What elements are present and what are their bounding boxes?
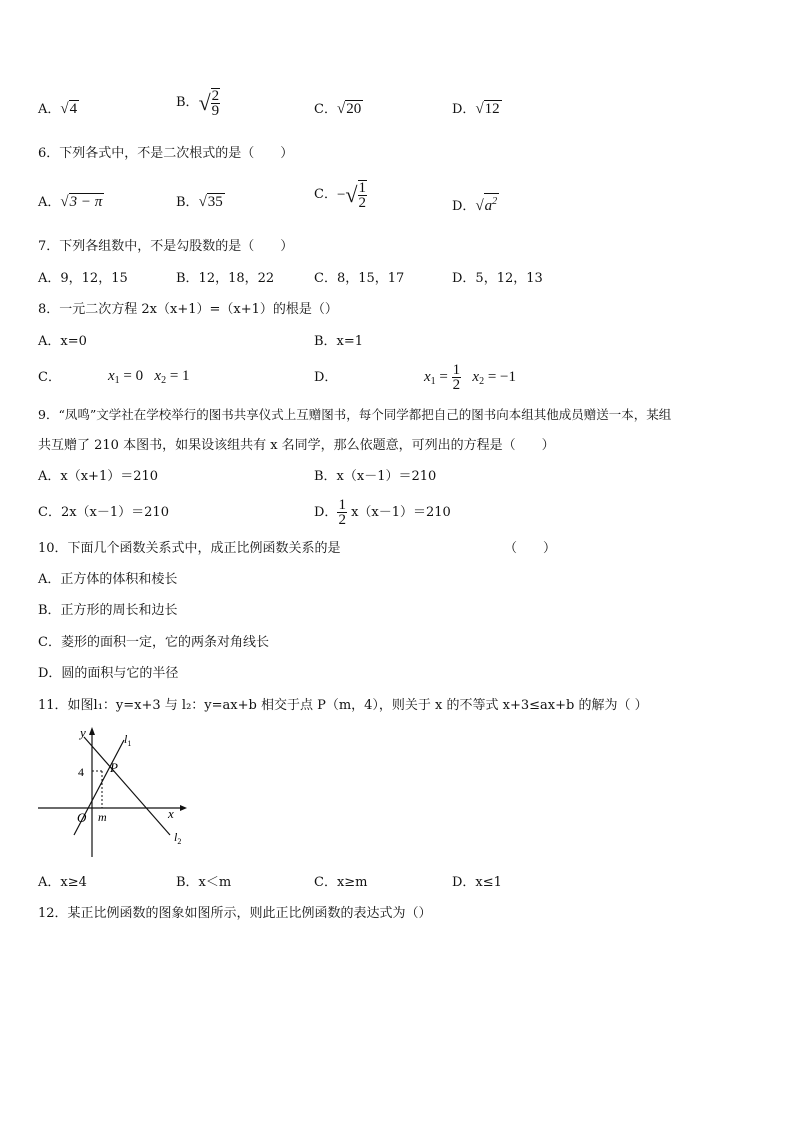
q11-option-b: B．x＜m <box>176 875 232 890</box>
q7-option-b: B．12，18，22 <box>176 271 275 286</box>
q6-stem: 6．下列各式中，不是二次根式的是（ ） <box>38 146 294 161</box>
q7-stem: 7．下列各组数中，不是勾股数的是（ ） <box>38 239 294 254</box>
q5-option-c: C．√20 <box>314 101 362 117</box>
sqrt-expression: √12 <box>475 101 500 117</box>
q7-option-c: C．8，15，17 <box>314 271 405 286</box>
sqrt-expression: √20 <box>336 101 362 117</box>
q8-option-d-expression: $x_1$ = $\frac{1}{2}$ $x_2 = -1$ <box>424 362 516 394</box>
sqrt-expression: √35 <box>198 194 223 210</box>
q8-stem: 8．一元二次方程 2x（x+1）=（x+1）的根是（） <box>38 302 338 317</box>
q8-option-c-label: C． <box>38 370 61 385</box>
q9-option-d: D． $\frac{1}{2}$ x（x－1）＝210 <box>314 497 451 528</box>
q7-option-d: D．5，12，13 <box>452 271 543 286</box>
q6-option-d: D．$√a^2$ <box>452 193 499 215</box>
q9-option-c: C．2x（x－1）＝210 <box>38 505 169 520</box>
fraction: $\frac{1}{2}$ <box>358 180 366 211</box>
q8-option-b: B．x=1 <box>314 334 364 349</box>
q10-option-d: D．圆的面积与它的半径 <box>38 666 179 681</box>
q10-option-b: B．正方形的周长和边长 <box>38 603 178 618</box>
fraction: $\frac{1}{2}$ <box>452 362 461 394</box>
q9-stem-line2: 共互赠了 210 本图书，如果设该组共有 x 名同学，那么依题意，可列出的方程是（ ） <box>38 438 555 453</box>
q10-answer-paren: （ ） <box>504 541 557 556</box>
q10-option-c: C．菱形的面积一定，它的两条对角线长 <box>38 635 269 650</box>
x-label: x <box>168 806 174 821</box>
y-axis-arrow <box>89 727 95 735</box>
q10-stem: 10．下面几个函数关系式中，成正比例函数关系的是 <box>38 541 341 556</box>
four-label: 4 <box>78 765 84 779</box>
line-l2 <box>84 737 170 835</box>
minus-sign: − <box>336 187 346 203</box>
q6-option-c: C．−√ $\frac{1}{2}$ <box>314 180 366 211</box>
q11-stem: 11．如图l₁：y=x+3 与 l₂：y=ax+b 相交于点 P（m，4），则关于 x 的不等式 x+3≤ax+b 的解为（ ） <box>38 698 648 713</box>
sqrt-symbol: √ <box>345 182 358 207</box>
q6-option-b: B．√35 <box>176 194 223 210</box>
fraction: $\frac{1}{2}$ <box>338 497 346 528</box>
sqrt-expression: √3 − π <box>60 194 103 210</box>
q11-option-d: D．x≤1 <box>452 875 502 890</box>
q5-option-b: B．√ $\frac{2}{9}$ <box>176 88 220 119</box>
q11-figure <box>30 725 200 865</box>
q10-option-a: A．正方体的体积和棱长 <box>38 572 178 587</box>
sqrt-expression: $√a^2$ <box>475 193 499 214</box>
origin-label: O <box>77 810 87 825</box>
y-label: y <box>80 725 86 740</box>
q6-option-a: A．√3 − π <box>38 194 103 210</box>
sqrt-symbol: √ <box>198 90 211 115</box>
x-axis-arrow <box>180 805 187 811</box>
q12-stem: 12．某正比例函数的图象如图所示，则此正比例函数的表达式为（） <box>38 906 432 921</box>
q8-option-c-expression: $x_1 = 0$ $x_2 = 1$ <box>108 368 190 386</box>
q11-option-a: A．x≥4 <box>38 875 87 890</box>
q9-option-a: A．x（x+1）＝210 <box>38 469 159 484</box>
q8-option-d-label: D． <box>314 370 338 385</box>
q9-stem-line1: 9．“凤鸣”文学社在学校举行的图书共享仪式上互赠图书，每个同学都把自己的图书向本组其他成员赠送一本，某组 <box>38 407 672 422</box>
q11-option-c: C．x≥m <box>314 875 368 890</box>
q9-option-b: B．x（x－1）＝210 <box>314 469 437 484</box>
l1-label: $l_1$ <box>124 732 132 748</box>
sqrt-expression: √4 <box>60 101 78 117</box>
q8-option-a: A．x=0 <box>38 334 87 349</box>
m-label: m <box>98 810 107 824</box>
q5-option-a: A．√4 <box>38 101 78 117</box>
fraction: $\frac{2}{9}$ <box>211 88 220 119</box>
q7-option-a: A．9，12，15 <box>38 271 128 286</box>
p-label: P <box>110 760 118 775</box>
l2-label: $l_2$ <box>174 830 182 846</box>
q5-option-d: D．√12 <box>452 101 500 117</box>
